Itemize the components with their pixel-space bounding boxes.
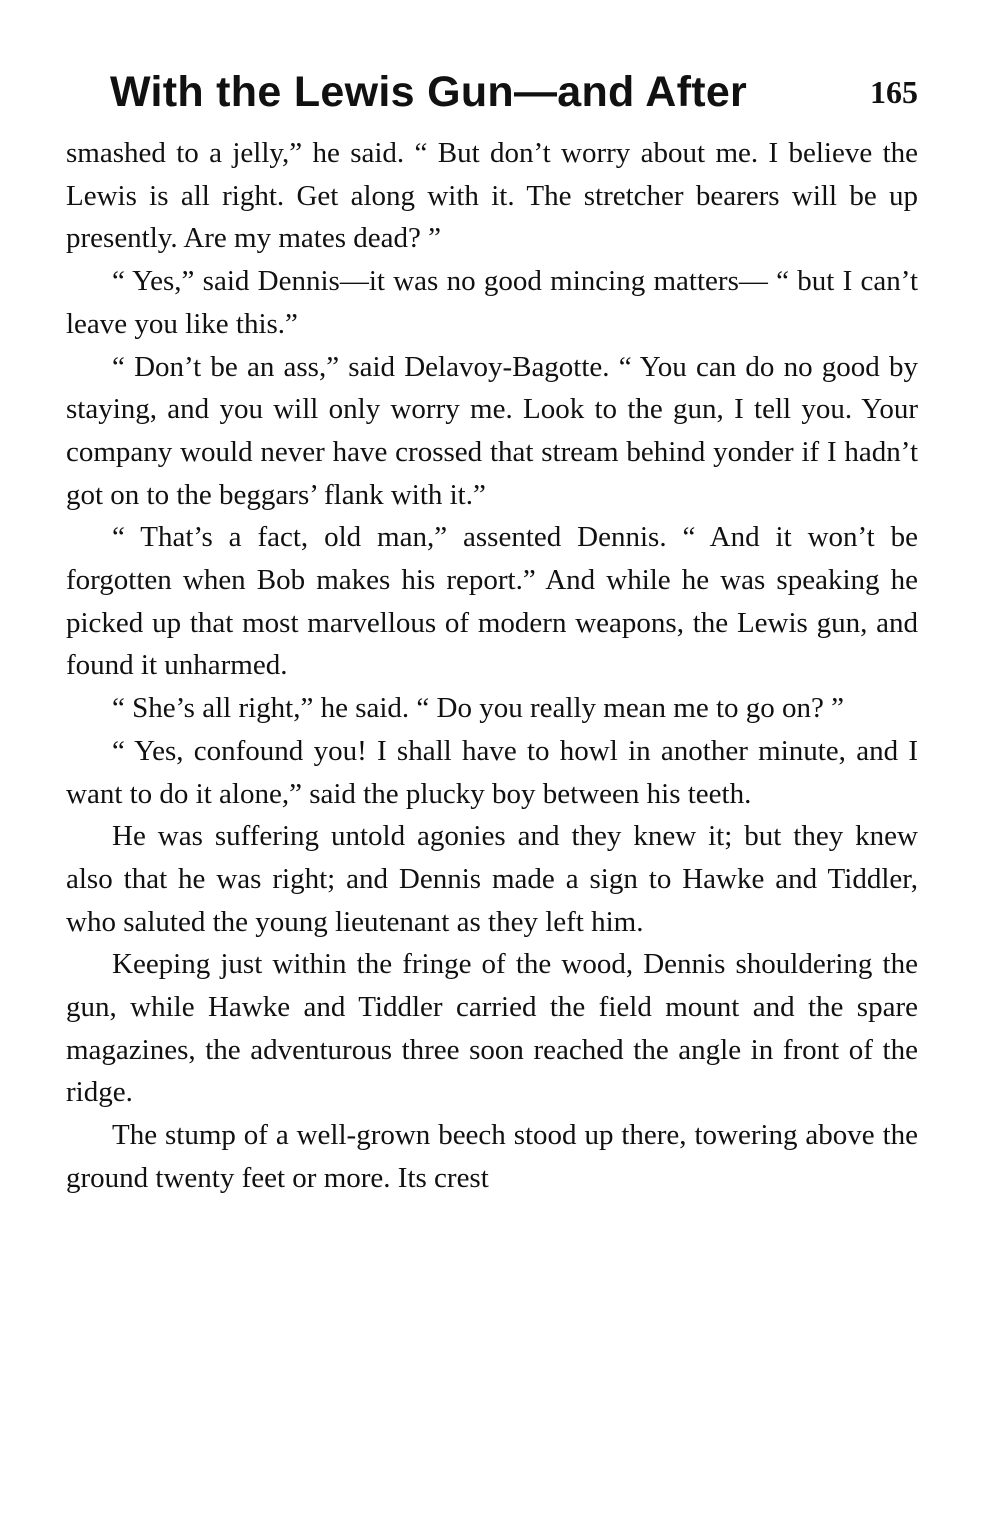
paragraph-1: smashed to a jelly,” he said. “ But don’t worry about me. I believe the Lewis is all right. Get along with it. The stretcher bearers will be up presently. Are my mates dead? ” — [66, 137, 918, 255]
running-head — [66, 60, 918, 132]
paragraph-8: Keeping just within the fringe of the wood, Dennis shouldering the gun, while Hawke and Tiddler carried the field mount and the spare magazines, the adventurous three soon reached the angle in front of the ridge. — [66, 948, 918, 1109]
book-page — [66, 60, 918, 1200]
paragraph-3: “ Don’t be an ass,” said Delavoy-Bagotte. “ You can do no good by staying, and you will only worry me. Look to the gun, I tell you. Your company would never have crossed that stream behind yonder if I hadn’t got on to the beggars’ flank with it.” — [66, 350, 918, 511]
paragraph-9: The stump of a well-grown beech stood up there, towering above the ground twenty feet or more. Its crest — [66, 1119, 918, 1194]
paragraph-2: “ Yes,” said Dennis—it was no good mincing matters— “ but I can’t leave you like this.” — [66, 265, 918, 340]
page-number: 165 — [870, 74, 918, 110]
running-title: With the Lewis Gun—and After — [110, 68, 748, 116]
body-text — [66, 132, 918, 1200]
paragraph-5: “ She’s all right,” he said. “ Do you really mean me to go on? ” — [112, 692, 845, 725]
paragraph-4: “ That’s a fact, old man,” assented Dennis. “ And it won’t be forgotten when Bob makes his report.” And while he was speaking he picked up that most marvellous of modern weapons, the Lewis gun, and found it unharmed. — [66, 521, 918, 682]
paragraph-6: “ Yes, confound you! I shall have to howl in another minute, and I want to do it alone,” said the plucky boy between his teeth. — [66, 734, 918, 810]
paragraph-7: He was suffering untold agonies and they knew it; but they knew also that he was right; and Dennis made a sign to Hawke and Tiddler, who saluted the young lieutenant as they left him. — [66, 820, 918, 938]
